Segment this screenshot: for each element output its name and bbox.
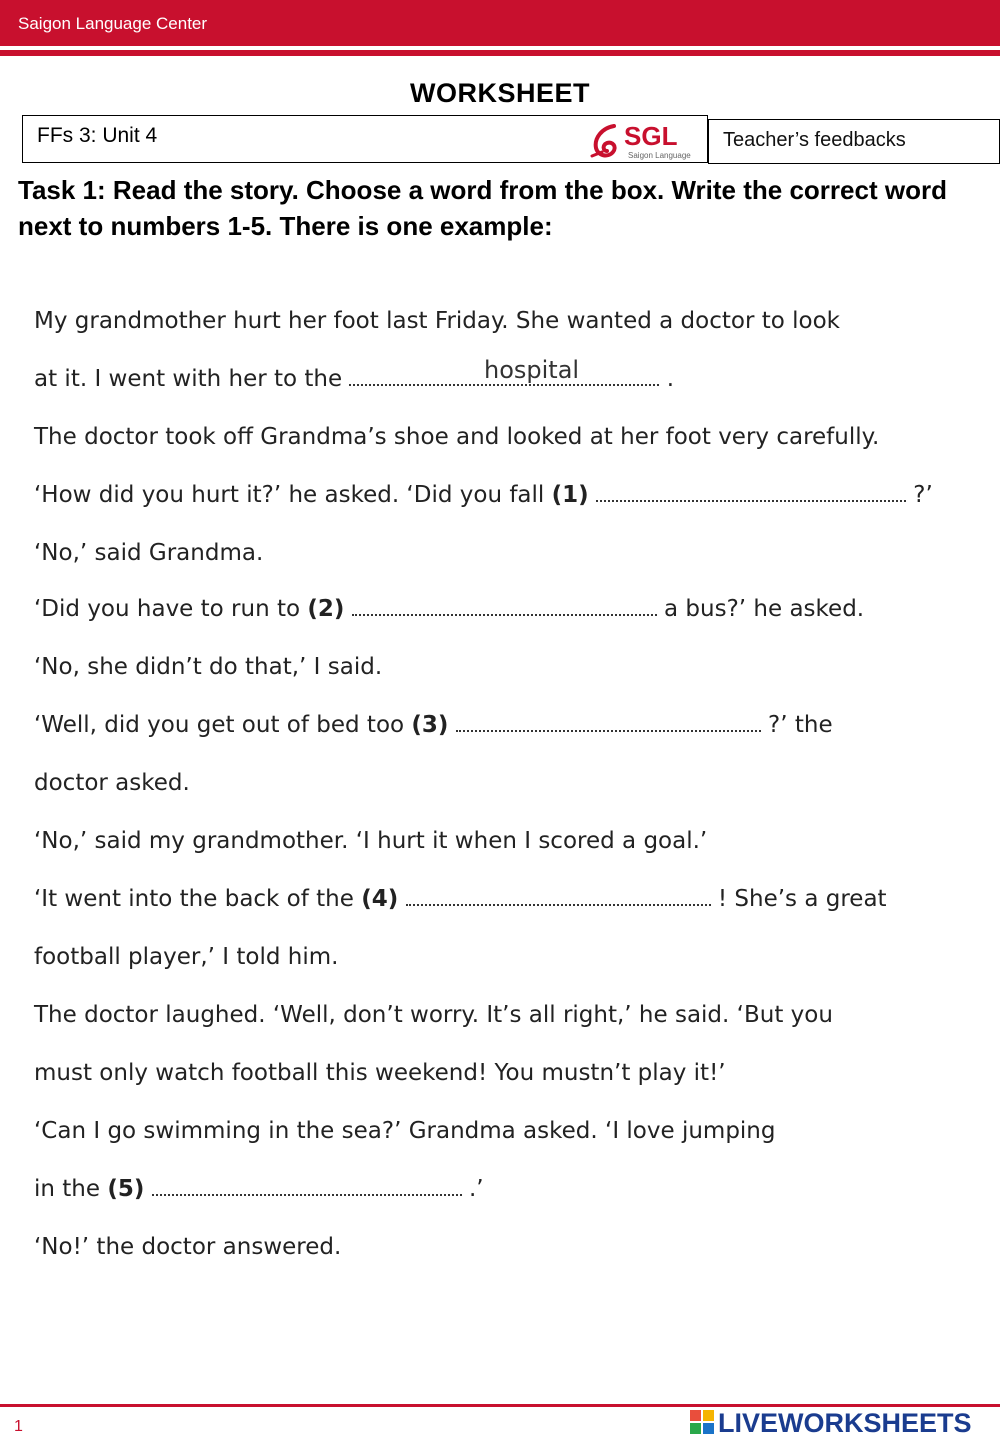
blank-number: (4) [361, 886, 399, 912]
story-line: ‘Did you have to run to (2) a bus?’ he asked. [34, 596, 865, 622]
answer-blank-3[interactable] [456, 714, 761, 732]
answer-blank-5[interactable] [152, 1178, 462, 1196]
story-line: The doctor took off Grandma’s shoe and looked at her foot very carefully. [34, 424, 880, 450]
story-line: My grandmother hurt her foot last Friday. She wanted a doctor to look [34, 308, 840, 334]
liveworksheets-logo [690, 1406, 995, 1440]
story-line: ‘Can I go swimming in the sea?’ Grandma asked. ‘I love jumping [34, 1118, 776, 1144]
sgl-swirl-icon [588, 122, 624, 162]
story-line: ‘Well, did you get out of bed too (3) ?’ the [34, 712, 833, 738]
unit-box [22, 115, 708, 163]
story-line: ‘How did you hurt it?’ he asked. ‘Did you fall (1) ?’ [34, 482, 933, 508]
blank-number: (1) [551, 482, 589, 508]
blank-number: (5) [107, 1176, 145, 1202]
unit-label: FFs 3: Unit 4 [37, 124, 158, 147]
story-line: in the (5) .’ [34, 1176, 484, 1202]
story-line: football player,’ I told him. [34, 944, 339, 970]
story-line: ‘No!’ the doctor answered. [34, 1234, 342, 1260]
page-number: 1 [14, 1418, 23, 1435]
example-answer: hospital [484, 356, 580, 384]
story-line: ‘No, she didn’t do that,’ I said. [34, 654, 383, 680]
story-line: The doctor laughed. ‘Well, don’t worry. It’s all right,’ he said. ‘But you [34, 1002, 833, 1028]
liveworksheets-grid-icon [690, 1410, 714, 1434]
sgl-logo [588, 120, 698, 162]
blank-number: (2) [307, 596, 345, 622]
logo-text: SGL [624, 121, 678, 151]
story-line: ‘No,’ said my grandmother. ‘I hurt it when I scored a goal.’ [34, 828, 708, 854]
blank-number: (3) [411, 712, 449, 738]
answer-blank-1[interactable] [596, 484, 906, 502]
brand-name: Saigon Language Center [18, 14, 208, 33]
logo-subtitle: Saigon Language [628, 151, 691, 160]
story-line: doctor asked. [34, 770, 190, 796]
page-title: WORKSHEET [410, 78, 590, 108]
top-banner [0, 0, 1000, 46]
story-line: must only watch football this weekend! You mustn’t play it!’ [34, 1060, 726, 1086]
story-line: ‘It went into the back of the (4) ! She’s a great [34, 886, 887, 912]
feedback-label: Teacher’s feedbacks [723, 129, 906, 151]
story-line: at it. I went with her to the . [34, 366, 675, 392]
liveworksheets-wordmark: LIVEWORKSHEETS [718, 1408, 972, 1438]
header-divider [0, 50, 1000, 56]
answer-blank-2[interactable] [352, 598, 657, 616]
answer-blank-4[interactable] [406, 888, 711, 906]
teacher-feedback-box[interactable] [708, 119, 1000, 164]
story-line: ‘No,’ said Grandma. [34, 540, 264, 566]
task-instruction: Task 1: Read the story. Choose a word from the box. Write the correct word next to numbers 1-5. There is one example: [18, 175, 947, 241]
